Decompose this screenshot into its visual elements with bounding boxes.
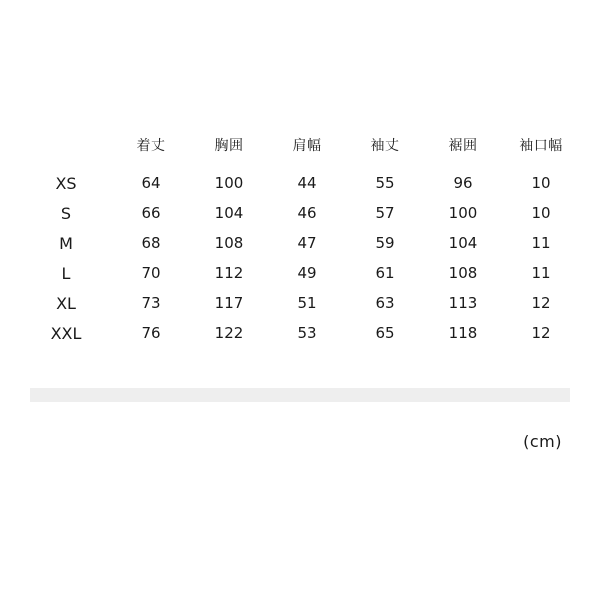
table-row — [20, 288, 580, 318]
header-susomawari: 裾囲 — [448, 138, 478, 154]
table-row — [20, 198, 580, 228]
header-kyoui: 胸囲 — [214, 138, 244, 154]
cell-kyoui: 100 — [214, 174, 244, 192]
cell-kitake: 76 — [141, 324, 161, 342]
cell-susomawari: 108 — [448, 264, 478, 282]
table-row — [20, 318, 580, 348]
table-header — [20, 130, 580, 168]
cell-sodeguchihaba: 12 — [531, 294, 551, 312]
cell-sodeguchihaba: 10 — [531, 174, 551, 192]
row-size-label: L — [61, 263, 71, 283]
section-divider — [30, 388, 570, 402]
cell-sodeguchihaba: 11 — [531, 264, 551, 282]
cell-kyoui: 104 — [214, 204, 244, 222]
cell-sodetake: 65 — [375, 324, 395, 342]
cell-katahaba: 44 — [297, 174, 317, 192]
cell-sodetake: 59 — [375, 234, 395, 252]
row-size-label: M — [59, 233, 73, 253]
size-table-container — [0, 130, 600, 348]
cell-sodetake: 63 — [375, 294, 395, 312]
cell-kyoui: 108 — [214, 234, 244, 252]
cell-kitake: 64 — [141, 174, 161, 192]
cell-sodeguchihaba: 10 — [531, 204, 551, 222]
row-size-label: XL — [56, 293, 76, 313]
unit-note: (cm) — [523, 432, 562, 451]
cell-katahaba: 47 — [297, 234, 317, 252]
cell-susomawari: 118 — [448, 324, 478, 342]
table-row — [20, 168, 580, 198]
header-sodetake: 袖丈 — [370, 138, 400, 154]
cell-susomawari: 113 — [448, 294, 478, 312]
cell-sodetake: 57 — [375, 204, 395, 222]
cell-katahaba: 53 — [297, 324, 317, 342]
cell-susomawari: 96 — [453, 174, 473, 192]
cell-sodeguchihaba: 12 — [531, 324, 551, 342]
header-katahaba: 肩幅 — [292, 138, 322, 154]
cell-kitake: 68 — [141, 234, 161, 252]
cell-kitake: 66 — [141, 204, 161, 222]
cell-kitake: 70 — [141, 264, 161, 282]
size-measurements-table — [20, 130, 580, 348]
cell-katahaba: 49 — [297, 264, 317, 282]
cell-kyoui: 117 — [214, 294, 244, 312]
table-row — [20, 228, 580, 258]
cell-katahaba: 46 — [297, 204, 317, 222]
row-size-label: XXL — [50, 323, 82, 343]
header-sodeguchihaba: 袖口幅 — [519, 138, 563, 154]
header-size-column — [20, 130, 112, 168]
cell-kyoui: 112 — [214, 264, 244, 282]
row-size-label: XS — [55, 173, 77, 193]
cell-kyoui: 122 — [214, 324, 244, 342]
cell-susomawari: 104 — [448, 234, 478, 252]
table-body — [20, 168, 580, 348]
row-size-label: S — [60, 203, 72, 223]
cell-sodetake: 55 — [375, 174, 395, 192]
cell-sodetake: 61 — [375, 264, 395, 282]
header-kitake: 着丈 — [136, 138, 166, 154]
cell-sodeguchihaba: 11 — [531, 234, 551, 252]
cell-kitake: 73 — [141, 294, 161, 312]
cell-katahaba: 51 — [297, 294, 317, 312]
table-row — [20, 258, 580, 288]
table-header-row — [20, 130, 580, 168]
cell-susomawari: 100 — [448, 204, 478, 222]
